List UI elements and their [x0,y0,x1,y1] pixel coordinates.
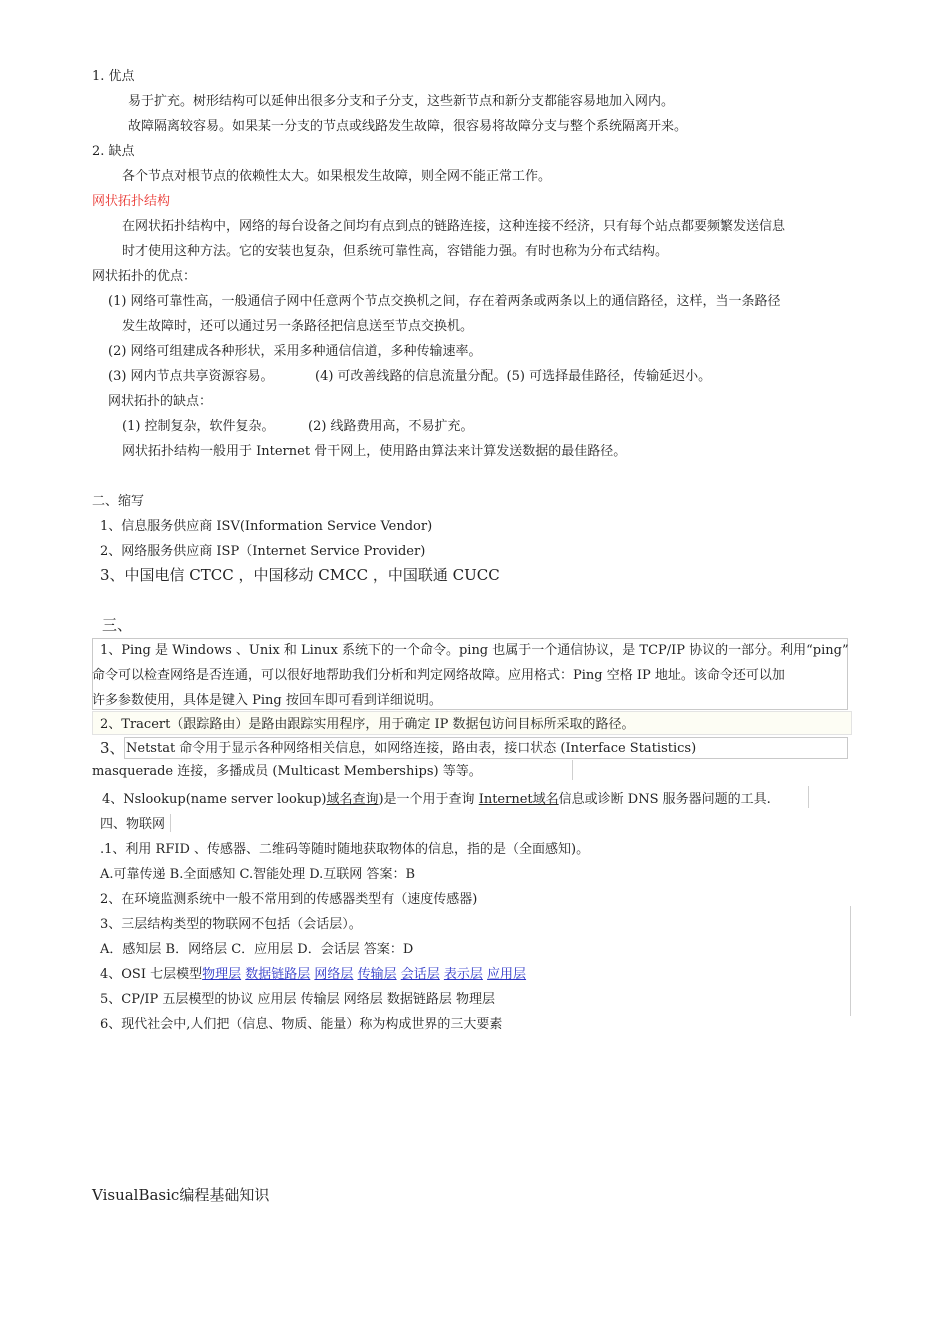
iot-options: A．感知层 B．网络层 C．应用层 D．会话层 答案：D [100,942,414,957]
disadvantage-text: 各个节点对根节点的依赖性太大。如果根发生故障，则全网不能正常工作。 [122,169,552,184]
nslookup-description: 4、Nslookup(name server lookup)域名查询)是一个用于查询 Internet域名信息或诊断 DNS 服务器问题的工具. [102,792,771,807]
advantage-text: 易于扩充。树形结构可以延伸出很多分支和子分支，这些新节点和新分支都能容易地加入网内。 [128,94,675,109]
osi-layer-link[interactable]: 传输层 [357,967,397,982]
osi-layer-link[interactable]: 物理层 [202,967,242,982]
frame-edge [808,786,809,808]
frame-edge [850,906,851,1016]
advantages-heading: 1. 优点 [92,69,135,84]
osi-layer-link[interactable]: 数据链路层 [245,967,311,982]
iot-question: 5、CP/IP 五层模型的协议 应用层 传输层 网络层 数据链路层 物理层 [100,992,496,1007]
mesh-disadvantage-item: (1) 控制复杂，软件复杂。 [122,419,275,434]
mesh-advantage-item: 发生故障时，还可以通过另一条路径把信息送至节点交换机。 [122,319,474,334]
netstat-description: Netstat 命令用于显示各种网络相关信息，如网络连接，路由表，接口状态 (Interface Statistics) [126,741,697,756]
disadvantages-heading: 2. 缺点 [92,144,135,159]
abbreviation-item: 3、中国电信 CTCC ，中国移动 CMCC ，中国联通 CUCC [100,566,500,584]
mesh-advantage-item: (4) 可改善线路的信息流量分配。(5) 可选择最佳路径，传输延迟小。 [315,369,712,384]
tracert-description: 2、Tracert（跟踪路由）是路由跟踪实用程序，用于确定 IP 数据包访问目标所采取的路径。 [100,717,635,732]
footer-title: VisualBasic编程基础知识 [92,1186,270,1204]
osi-layer-link[interactable]: 网络层 [314,967,354,982]
mesh-disadvantages-heading: 网状拓扑的缺点： [108,394,213,409]
mesh-description: 在网状拓扑结构中，网络的每台设备之间均有点到点的链路连接，这种连接不经济，只有每个站点都要频繁发送信息 [122,219,786,234]
ping-description: 1、Ping 是 Windows 、Unix 和 Linux 系统下的一个命令。ping 也属于一个通信协议，是 TCP/IP 协议的一部分。利用“ping” [100,643,849,658]
nslookup-link[interactable]: 域名查询 [326,792,379,807]
abbreviation-item: 1、信息服务供应商 ISV(Information Service Vendor) [100,519,433,534]
iot-heading: 四、物联网 [100,817,166,832]
osi-layer-link[interactable]: 应用层 [487,967,527,982]
iot-question: .1、利用 RFID 、传感器、二维码等随时随地获取物体的信息，指的是（全面感知)。 [100,842,590,857]
frame-edge [170,814,171,832]
internet-domain-link[interactable]: Internet域名 [478,792,559,807]
mesh-usage: 网状拓扑结构一般用于 Internet 骨干网上，使用路由算法来计算发送数据的最佳路径。 [122,444,627,459]
netstat-number: 3、 [100,739,125,757]
osi-layer-link[interactable]: 会话层 [400,967,440,982]
commands-heading: 三、 [102,616,133,634]
mesh-topology-title: 网状拓扑结构 [92,194,171,209]
iot-options: A.可靠传递 B.全面感知 C.智能处理 D.互联网 答案：B [100,867,415,882]
abbreviations-heading: 二、缩写 [92,494,145,509]
mesh-advantage-item: (3) 网内节点共享资源容易。 [108,369,274,384]
abbreviation-item: 2、网络服务供应商 ISP（Internet Service Provider) [100,544,426,559]
netstat-description: masquerade 连接，多播成员 (Multicast Memberships) 等等。 [92,764,482,779]
mesh-description: 时才使用这种方法。它的安装也复杂，但系统可靠性高，容错能力强。有时也称为分布式结构。 [122,244,669,259]
mesh-advantage-item: (1) 网络可靠性高，一般通信子网中任意两个节点交换机之间，存在着两条或两条以上的通信路径，这样，当一条路径 [108,294,781,309]
frame-edge [572,760,573,780]
osi-layer-link[interactable]: 表示层 [443,967,483,982]
iot-question: 6、现代社会中,人们把（信息、物质、能量）称为构成世界的三大要素 [100,1017,503,1032]
mesh-advantage-item: (2) 网络可组建成各种形状，采用多种通信信道，多种传输速率。 [108,344,482,359]
mesh-disadvantage-item: (2) 线路费用高，不易扩充。 [308,419,474,434]
iot-question-osi: 4、OSI 七层模型物理层 数据链路层 网络层 传输层 会话层 表示层 应用层 [100,967,527,982]
mesh-advantages-heading: 网状拓扑的优点： [92,269,197,284]
advantage-text: 故障隔离较容易。如果某一分支的节点或线路发生故障，很容易将故障分支与整个系统隔离开来。 [128,119,688,134]
ping-description: 许多参数使用，具体是键入 Ping 按回车即可看到详细说明。 [92,693,442,708]
iot-question: 2、在环境监测系统中一般不常用到的传感器类型有（速度传感器) [100,892,478,907]
iot-question: 3、三层结构类型的物联网不包括（会话层）。 [100,917,362,932]
ping-description: 命令可以检查网络是否连通，可以很好地帮助我们分析和判定网络故障。应用格式：Ping 空格 IP 地址。该命令还可以加 [92,668,785,683]
